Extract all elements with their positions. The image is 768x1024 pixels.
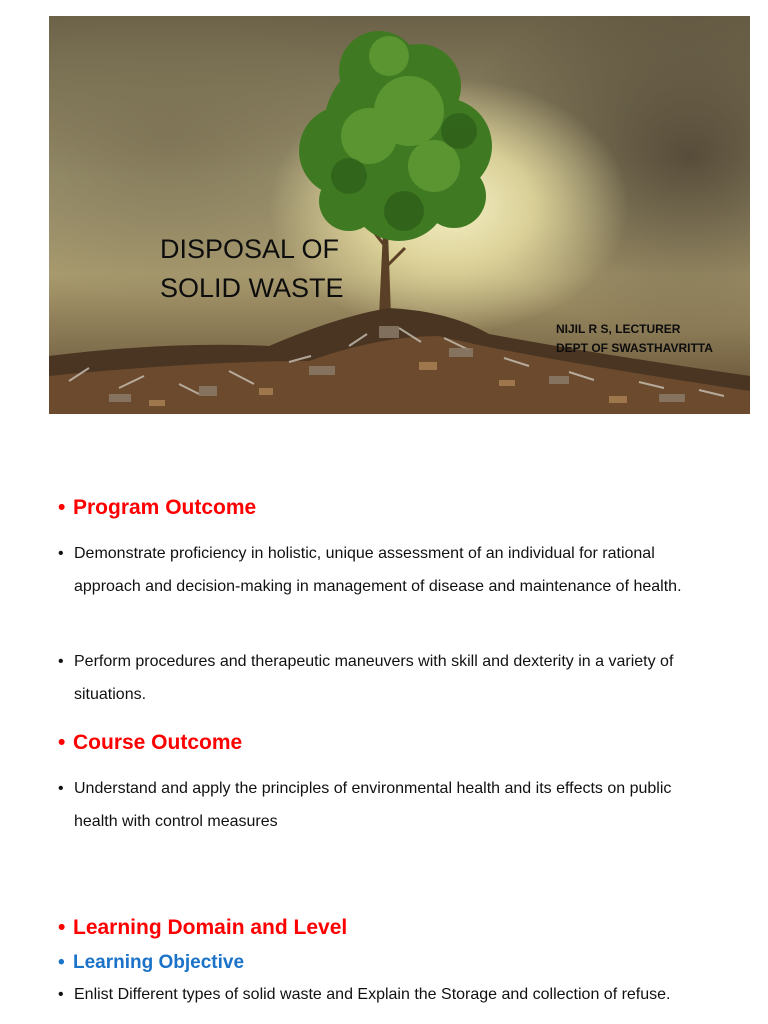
learning-objective-item-1: Enlist Different types of solid waste and Explain the Storage and collection of refuse.: [74, 986, 671, 1003]
course-outcome-item-1: Understand and apply the principles of environmental health and its effects on public health with control measures: [74, 780, 672, 830]
program-outcome-heading: [58, 496, 256, 520]
slide-title: DISPOSAL OF SOLID WASTE: [160, 234, 344, 303]
bullet-dot: •: [58, 780, 64, 797]
program-outcome-item-1: Demonstrate proficiency in holistic, unique assessment of an individual for rational approach and decision-making in management of disease and maintenance of health.: [74, 545, 682, 595]
author-info: [556, 320, 713, 358]
heading-bullet: •: [58, 731, 66, 754]
list-item: [58, 537, 708, 603]
learning-objective-heading-text: Learning Objective: [73, 952, 245, 973]
heading-bullet: •: [58, 916, 66, 939]
course-outcome-heading-text: Course Outcome: [73, 731, 243, 754]
list-item: [58, 985, 708, 1005]
heading-bullet: •: [58, 496, 66, 519]
author-name: NIJIL R S, LECTURER: [556, 322, 681, 336]
list-item: [58, 645, 708, 711]
learning-domain-heading-text: Learning Domain and Level: [73, 916, 348, 939]
learning-objective-heading: [58, 952, 244, 974]
list-item: [58, 772, 708, 838]
heading-bullet: •: [58, 952, 65, 973]
program-outcome-item-2: Perform procedures and therapeutic maneuvers with skill and dexterity in a variety of situations.: [74, 653, 674, 703]
course-outcome-heading: [58, 731, 242, 755]
author-department: DEPT OF SWASTHAVRITTA: [556, 341, 713, 355]
bullet-dot: •: [58, 986, 64, 1003]
bullet-dot: •: [58, 545, 64, 562]
program-outcome-heading-text: Program Outcome: [73, 496, 257, 519]
learning-domain-heading: [58, 916, 347, 940]
title-slide-image: [49, 16, 750, 414]
bullet-dot: •: [58, 653, 64, 670]
